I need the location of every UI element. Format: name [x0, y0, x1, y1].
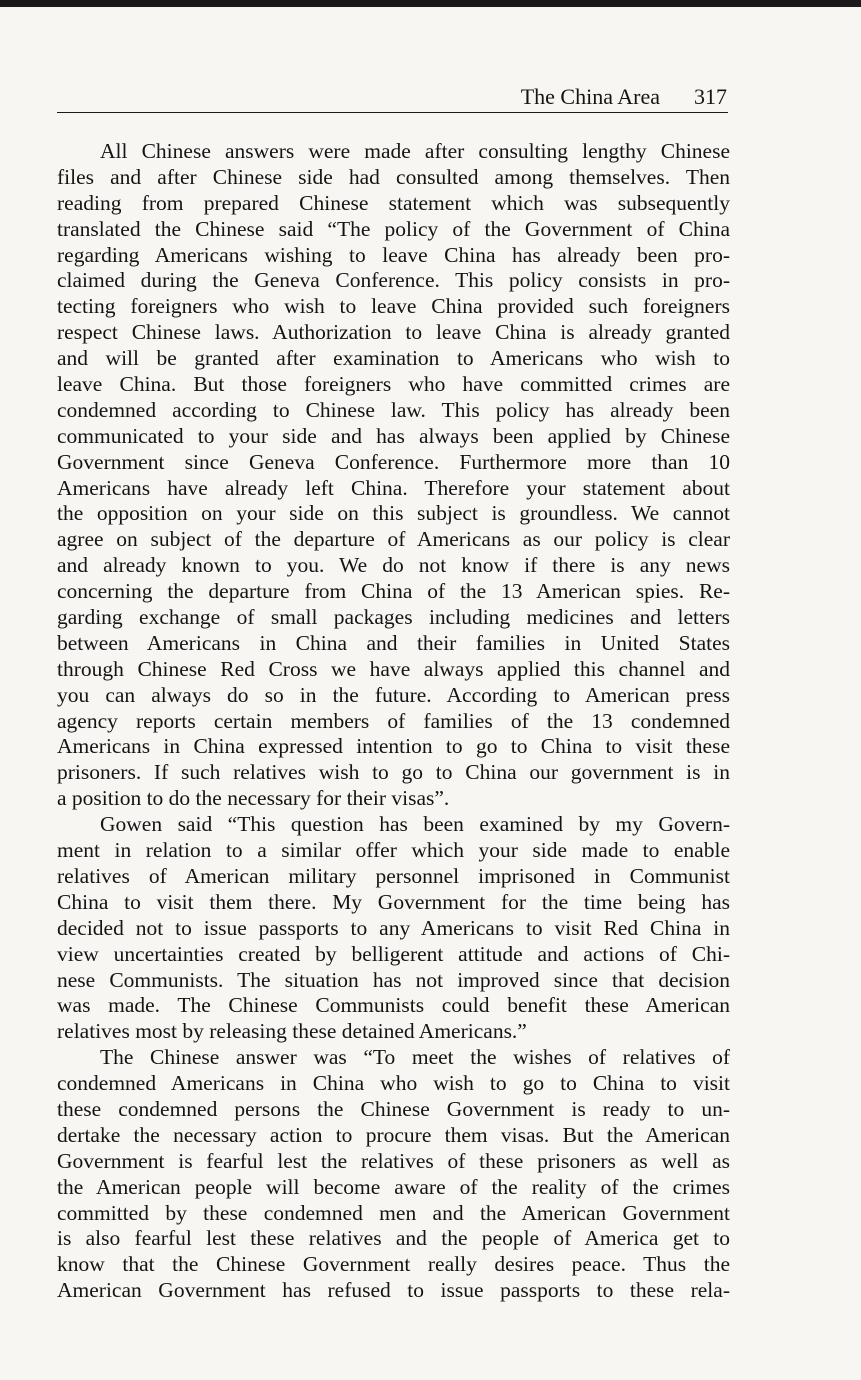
paragraph — [57, 139, 730, 812]
text-line: was made. The Chinese Communists could benefit these American — [57, 993, 730, 1018]
text-line: translated the Chinese said “The policy of the Government of China — [57, 216, 730, 241]
paragraph — [57, 1045, 730, 1304]
text-line: The Chinese answer was “To meet the wishes of relatives of — [100, 1045, 730, 1070]
body-text — [57, 139, 730, 1304]
text-line: these condemned persons the Chinese Government is ready to un- — [57, 1096, 730, 1121]
text-line: relatives most by releasing these detained Americans.” — [57, 1019, 527, 1044]
text-line: American Government has refused to issue passports to these rela- — [57, 1278, 730, 1303]
text-line: reading from prepared Chinese statement which was subsequently — [57, 190, 730, 215]
text-line: communicated to your side and has always been applied by Chinese — [57, 423, 730, 448]
text-line: is also fearful lest these relatives and the people of America get to — [57, 1226, 730, 1251]
text-line: condemned Americans in China who wish to go to China to visit — [57, 1071, 730, 1096]
text-line: Americans in China expressed intention to go to China to visit these — [57, 734, 730, 759]
text-line: condemned according to Chinese law. This policy has already been — [57, 397, 730, 422]
text-line: respect Chinese laws. Authorization to leave China is already granted — [57, 320, 730, 345]
text-line: Americans have already left China. Therefore your statement about — [57, 475, 730, 500]
text-line: you can always do so in the future. According to American press — [57, 682, 730, 707]
text-line: files and after Chinese side had consulted among themselves. Then — [57, 164, 730, 189]
text-line: Government since Geneva Conference. Furthermore more than 10 — [57, 449, 730, 474]
text-line: agree on subject of the departure of Americans as our policy is clear — [57, 527, 730, 552]
text-line: know that the Chinese Government really desires peace. Thus the — [57, 1252, 730, 1277]
text-line: committed by these condemned men and the American Government — [57, 1200, 730, 1225]
text-line: Gowen said “This question has been examined by my Govern- — [100, 812, 730, 837]
text-line: China to visit them there. My Government for the time being has — [57, 889, 730, 914]
text-line: through Chinese Red Cross we have always applied this channel and — [57, 656, 730, 681]
text-line: agency reports certain members of families of the 13 condemned — [57, 708, 730, 733]
text-line: tecting foreigners who wish to leave China provided such foreigners — [57, 294, 730, 319]
running-title: The China Area — [520, 84, 660, 109]
text-line: view uncertainties created by belligerent attitude and actions of Chi- — [57, 941, 730, 966]
text-line: dertake the necessary action to procure them visas. But the American — [57, 1122, 730, 1147]
text-line: decided not to issue passports to any Americans to visit Red China in — [57, 915, 730, 940]
text-line: and will be granted after examination to Americans who wish to — [57, 346, 730, 371]
text-line: garding exchange of small packages including medicines and letters — [57, 605, 730, 630]
text-line: a position to do the necessary for their visas”. — [57, 786, 450, 811]
page-number: 317 — [694, 84, 727, 109]
page-top-border — [0, 0, 861, 7]
text-line: the opposition on your side on this subject is groundless. We cannot — [57, 501, 730, 526]
paragraph — [57, 812, 730, 1045]
text-line: ment in relation to a similar offer which your side made to enable — [57, 838, 730, 863]
text-line: relatives of American military personnel imprisoned in Communist — [57, 863, 730, 888]
text-line: and already known to you. We do not know if there is any news — [57, 553, 730, 578]
text-line: leave China. But those foreigners who have committed crimes are — [57, 372, 730, 397]
text-line: All Chinese answers were made after consulting lengthy Chinese — [100, 139, 730, 163]
text-line: between Americans in China and their families in United States — [57, 630, 730, 655]
text-line: claimed during the Geneva Conference. This policy consists in pro- — [57, 268, 730, 293]
text-line: Government is fearful lest the relatives of these prisoners as well as — [57, 1148, 730, 1173]
text-line: nese Communists. The situation has not improved since that decision — [57, 967, 730, 992]
text-line: prisoners. If such relatives wish to go to China our government is in — [57, 760, 730, 785]
running-header — [57, 84, 728, 113]
text-line: the American people will become aware of the reality of the crimes — [57, 1174, 730, 1199]
text-line: concerning the departure from China of the 13 American spies. Re- — [57, 579, 730, 604]
text-line: regarding Americans wishing to leave China has already been pro- — [57, 242, 730, 267]
